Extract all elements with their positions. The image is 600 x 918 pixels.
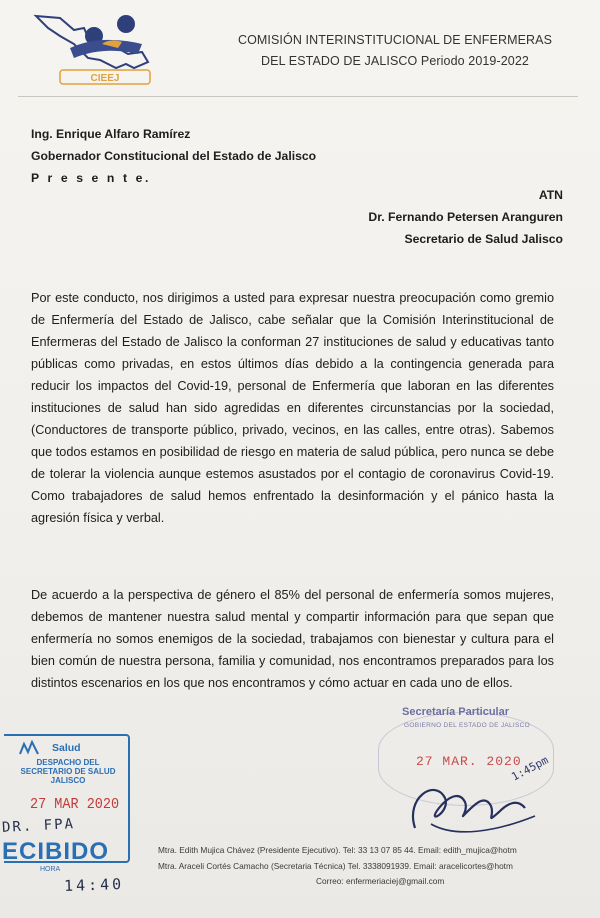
org-line-1: COMISIÓN INTERINSTITUCIONAL DE ENFERMERAS	[237, 33, 553, 47]
logo-text: CIEEJ	[90, 73, 120, 84]
cieej-logo	[30, 8, 170, 90]
org-line-2: DEL ESTADO DE JALISCO Periodo 2019-2022	[261, 54, 529, 68]
stamp-sp-subtitle: GOBIERNO DEL ESTADO DE JALISCO	[404, 722, 531, 729]
stamp-recibido: ECIBIDO	[2, 838, 110, 865]
attention-block	[368, 184, 563, 250]
attention-name: Dr. Fernando Petersen Aranguren	[368, 210, 563, 224]
attention-label: ATN	[538, 188, 563, 202]
body-paragraph-2: De acuerdo a la perspectiva de género el 85% del personal de enfermería somos mujeres, debemos de mantener nuestra salud mental y compartir información para que sepan que enfermería no somos enemigos de la sociedad, trabajamos con bienestar y cultura para el bien común de nuestra persona, familia y comunidad, nos encontramos preparados para los distintos escenarios en los que nos encontramos y cómo actuar en cada uno de ellos.	[31, 588, 554, 690]
addressee-name: Ing. Enrique Alfaro Ramírez	[31, 127, 191, 141]
header-divider	[18, 96, 578, 97]
footer-email: Correo: enfermeriaciej@gmail.com	[316, 876, 445, 886]
addressee-title: Gobernador Constitucional del Estado de Jalisco	[31, 149, 317, 163]
footer-contacts	[158, 843, 517, 890]
stamp-sp-date: 27 MAR. 2020	[416, 754, 522, 769]
stamp-sp-title: Secretaría Particular	[402, 706, 510, 718]
salud-logo-icon	[18, 740, 40, 756]
stamp-date: 27 MAR 2020	[30, 796, 120, 813]
stamp-office: DESPACHO DEL SECRETARIO DE SALUD JALISCO	[20, 758, 116, 785]
body-paragraph-1: Por este conducto, nos dirigimos a usted para expresar nuestra preocupación como gremio de Enfermería del Estado de Jalisco, cabe señalar que la Comisión Interinstitucional de Enfermeras del Estado de Jalisco la conforman 27 instituciones de salud y educativas tanto públicas como privadas, en estos últimos días debido a la contingencia generada para reducir los impactos del Covid-19, personal de Enfermería que laboran en las diferentes instituciones de salud han sido agredidas en diferentes circunstancias por la sociedad, (Conductores de transporte público, privado, vecinos, en las calles, entre otras). Sabemos que todos estamos en posibilidad de riesgo en materia de salud pública, pero nunca se debe de tolerar la violencia aunque estemos asustados por el contagio de coronavirus Covid-19. Como trabajadores de salud hemos enfrentado la desinformación y el pánico hasta la agresión física y verbal.	[31, 291, 554, 525]
footer-line-2: Mtra. Araceli Cortés Camacho (Secretaria Técnica) Tel. 3338091939. Email: aracelicortes@hotm	[158, 860, 513, 871]
handwritten-initials: DR. FPA	[1, 816, 76, 836]
stamp-salud-label: Salud	[52, 742, 81, 754]
addressee-block	[31, 123, 316, 189]
stamp-hour-label: HORA	[40, 866, 61, 873]
handwritten-signature	[395, 768, 545, 848]
handwritten-time: 14:40	[63, 874, 125, 896]
presente-line: P r e s e n t e.	[31, 171, 151, 185]
attention-title: Secretario de Salud Jalisco	[404, 232, 563, 246]
handwritten-time-2: 1:45pm	[509, 753, 551, 784]
footer-line-1: Mtra. Edith Mujica Chávez (Presidente Ejecutivo). Tel: 33 13 07 85 44. Email: edith_mujica@hotm	[158, 845, 517, 855]
organization-title	[230, 30, 560, 72]
